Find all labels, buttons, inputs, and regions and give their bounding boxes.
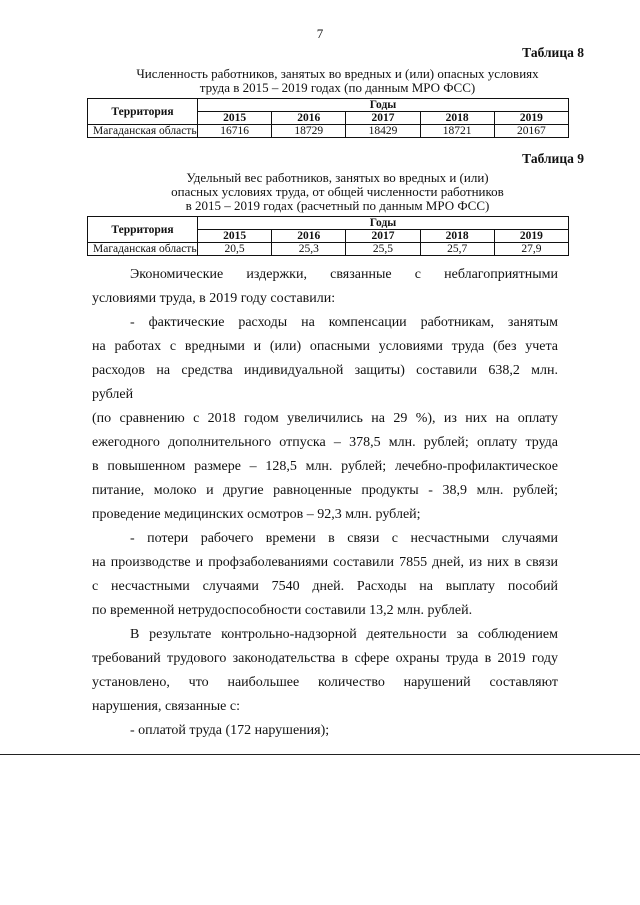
table8-caption: Таблица 8 xyxy=(522,45,584,60)
text-line: рублей xyxy=(92,387,134,402)
text-line: проведение медицинских осмотров – 92,3 млн. рублей; xyxy=(92,507,421,522)
table9-row-label: Магаданская область xyxy=(88,243,198,256)
table9-year: 2017 xyxy=(346,230,420,243)
text-line: В результате контрольно-надзорной деятельности за соблюдением xyxy=(130,627,558,642)
table8-title-line: Численность работников, занятых во вредных и (или) опасных условиях xyxy=(136,66,539,81)
page-divider xyxy=(0,754,640,755)
table9-year: 2016 xyxy=(272,230,346,243)
table9-caption: Таблица 9 xyxy=(522,151,584,166)
table9-year: 2015 xyxy=(198,230,272,243)
table9-title-line: в 2015 – 2019 годах (расчетный по данным МРО ФСС) xyxy=(185,198,490,213)
table9-cell: 25,5 xyxy=(346,243,420,256)
text-line: установлено, что наибольшее количество нарушений составляют xyxy=(92,675,558,690)
table9-header-territory: Территория xyxy=(88,217,198,243)
text-line: по временной нетрудоспособности составили 13,2 млн. рублей. xyxy=(92,603,473,618)
body-text xyxy=(92,263,558,743)
table8-cell: 18729 xyxy=(272,125,346,138)
page-number: 7 xyxy=(316,26,324,41)
table9-cell: 27,9 xyxy=(494,243,568,256)
table9-cell: 25,7 xyxy=(420,243,494,256)
table8-year: 2016 xyxy=(272,112,346,125)
table8-year: 2018 xyxy=(420,112,494,125)
text-line: в повышенном размере – 128,5 млн. рублей; лечебно-профилактическое xyxy=(92,459,558,474)
text-line: - оплатой труда (172 нарушения); xyxy=(130,723,330,738)
table8-header-territory: Территория xyxy=(88,99,198,125)
text-line: с несчастными случаями 7540 дней. Расходы на выплату пособий xyxy=(92,579,558,594)
table9 xyxy=(87,216,569,256)
table8-year: 2019 xyxy=(494,112,568,125)
table8-title-line: труда в 2015 – 2019 годах (по данным МРО ФСС) xyxy=(199,80,476,95)
text-line: на работах с вредными и (или) опасными условиями труда (без учета xyxy=(92,339,558,354)
text-line: Экономические издержки, связанные с неблагоприятными xyxy=(130,267,558,282)
table8-cell: 16716 xyxy=(198,125,272,138)
text-line: - потери рабочего времени в связи с несчастными случаями xyxy=(130,531,558,546)
table-row xyxy=(88,243,569,256)
table9-title-line: Удельный вес работников, занятых во вредных и (или) xyxy=(186,170,489,185)
table9-cell: 20,5 xyxy=(198,243,272,256)
table9-cell: 25,3 xyxy=(272,243,346,256)
table8-cell: 18429 xyxy=(346,125,420,138)
table8-title xyxy=(60,67,615,95)
table8-row-label: Магаданская область xyxy=(88,125,198,138)
table8 xyxy=(87,98,569,138)
table9-header-years: Годы xyxy=(198,217,569,230)
text-line: ежегодного дополнительного отпуска – 378,5 млн. рублей; оплату труда xyxy=(92,435,558,450)
text-line: требований трудового законодательства в сфере охраны труда в 2019 году xyxy=(92,651,558,666)
text-line: нарушения, связанные с: xyxy=(92,699,240,714)
table9-title xyxy=(60,171,615,213)
table8-year: 2017 xyxy=(346,112,420,125)
table8-cell: 18721 xyxy=(420,125,494,138)
text-line: на производстве и профзаболеваниями составили 7855 дней, из них в связи xyxy=(92,555,558,570)
table8-year: 2015 xyxy=(198,112,272,125)
text-line: питание, молоко и другие равноценные продукты - 38,9 млн. рублей; xyxy=(92,483,558,498)
table9-year: 2018 xyxy=(420,230,494,243)
table-row xyxy=(88,125,569,138)
table8-cell: 20167 xyxy=(494,125,568,138)
table9-title-line: опасных условиях труда, от общей численности работников xyxy=(171,184,504,199)
text-line: - фактические расходы на компенсации работникам, занятым xyxy=(130,315,558,330)
text-line: условиями труда, в 2019 году составили: xyxy=(92,291,336,306)
table9-year: 2019 xyxy=(494,230,568,243)
table8-header-years: Годы xyxy=(198,99,569,112)
text-line: расходов на средства индивидуальной защиты) составили 638,2 млн. xyxy=(92,363,558,378)
text-line: (по сравнению с 2018 годом увеличились на 29 %), из них на оплату xyxy=(92,411,558,426)
